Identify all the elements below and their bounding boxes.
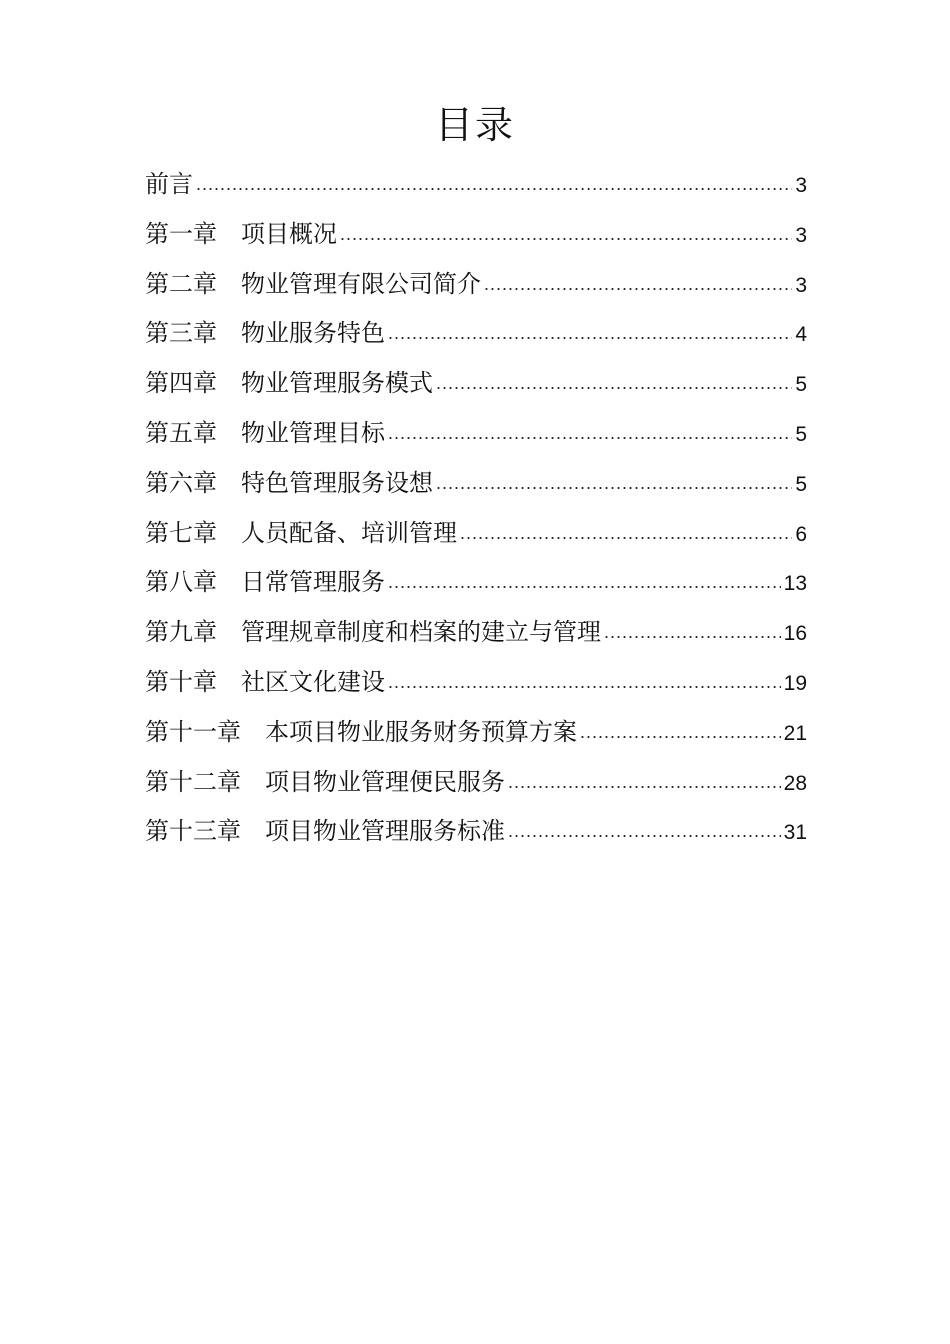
toc-entry-chapter-5[interactable] — [145, 415, 807, 465]
toc-list — [145, 166, 807, 863]
toc-entry-page: 13 — [783, 572, 807, 596]
toc-entry-label: 第十三章 项目物业管理服务标准 — [145, 817, 505, 846]
toc-title: 目录 — [434, 103, 515, 147]
toc-entry-page: 4 — [795, 323, 807, 347]
toc-entry-chapter-7[interactable] — [145, 515, 807, 565]
toc-dot-leader — [580, 714, 781, 750]
toc-entry-page: 19 — [783, 671, 807, 695]
toc-dot-leader — [484, 266, 792, 302]
toc-entry-label: 第七章 人员配备、培训管理 — [145, 518, 457, 547]
toc-dot-leader — [388, 415, 792, 451]
toc-entry-page: 3 — [795, 223, 807, 247]
toc-entry-label: 第五章 物业管理目标 — [145, 418, 385, 447]
toc-dot-leader — [388, 564, 781, 600]
toc-dot-leader — [436, 465, 792, 501]
toc-entry-page: 31 — [783, 821, 807, 845]
toc-dot-leader — [340, 216, 792, 252]
toc-entry-label: 第八章 日常管理服务 — [145, 568, 385, 597]
toc-entry-page: 16 — [783, 622, 807, 646]
toc-dot-leader — [460, 515, 792, 551]
toc-entry-chapter-2[interactable] — [145, 266, 807, 316]
toc-dot-leader — [196, 166, 792, 202]
toc-entry-preface[interactable] — [145, 166, 807, 216]
toc-entry-chapter-9[interactable] — [145, 614, 807, 664]
toc-entry-label: 第九章 管理规章制度和档案的建立与管理 — [145, 618, 601, 647]
toc-dot-leader — [604, 614, 781, 650]
toc-entry-chapter-8[interactable] — [145, 564, 807, 614]
toc-entry-label: 第三章 物业服务特色 — [145, 319, 385, 348]
toc-entry-chapter-1[interactable] — [145, 216, 807, 266]
toc-entry-page: 3 — [795, 273, 807, 297]
toc-entry-page: 21 — [783, 721, 807, 745]
toc-entry-chapter-13[interactable] — [145, 813, 807, 863]
toc-entry-page: 28 — [783, 771, 807, 795]
toc-dot-leader — [436, 365, 792, 401]
toc-entry-chapter-6[interactable] — [145, 465, 807, 515]
toc-dot-leader — [388, 664, 781, 700]
toc-entry-label: 第十二章 项目物业管理便民服务 — [145, 767, 505, 796]
toc-entry-label: 第一章 项目概况 — [145, 219, 337, 248]
toc-entry-page: 5 — [795, 472, 807, 496]
toc-entry-label: 第十一章 本项目物业服务财务预算方案 — [145, 717, 577, 746]
toc-entry-label: 前言 — [145, 170, 193, 198]
toc-dot-leader — [388, 315, 792, 351]
toc-entry-page: 5 — [795, 422, 807, 446]
toc-entry-page: 5 — [795, 373, 807, 397]
toc-entry-label: 第四章 物业管理服务模式 — [145, 369, 433, 398]
toc-dot-leader — [508, 813, 781, 849]
toc-entry-chapter-10[interactable] — [145, 664, 807, 714]
toc-entry-page: 6 — [795, 522, 807, 546]
toc-entry-chapter-11[interactable] — [145, 714, 807, 764]
toc-entry-chapter-4[interactable] — [145, 365, 807, 415]
toc-dot-leader — [508, 764, 781, 800]
toc-entry-chapter-3[interactable] — [145, 315, 807, 365]
toc-entry-label: 第六章 特色管理服务设想 — [145, 468, 433, 497]
toc-entry-label: 第二章 物业管理有限公司简介 — [145, 269, 481, 298]
toc-entry-label: 第十章 社区文化建设 — [145, 667, 385, 696]
toc-entry-chapter-12[interactable] — [145, 764, 807, 814]
toc-entry-page: 3 — [795, 174, 807, 197]
